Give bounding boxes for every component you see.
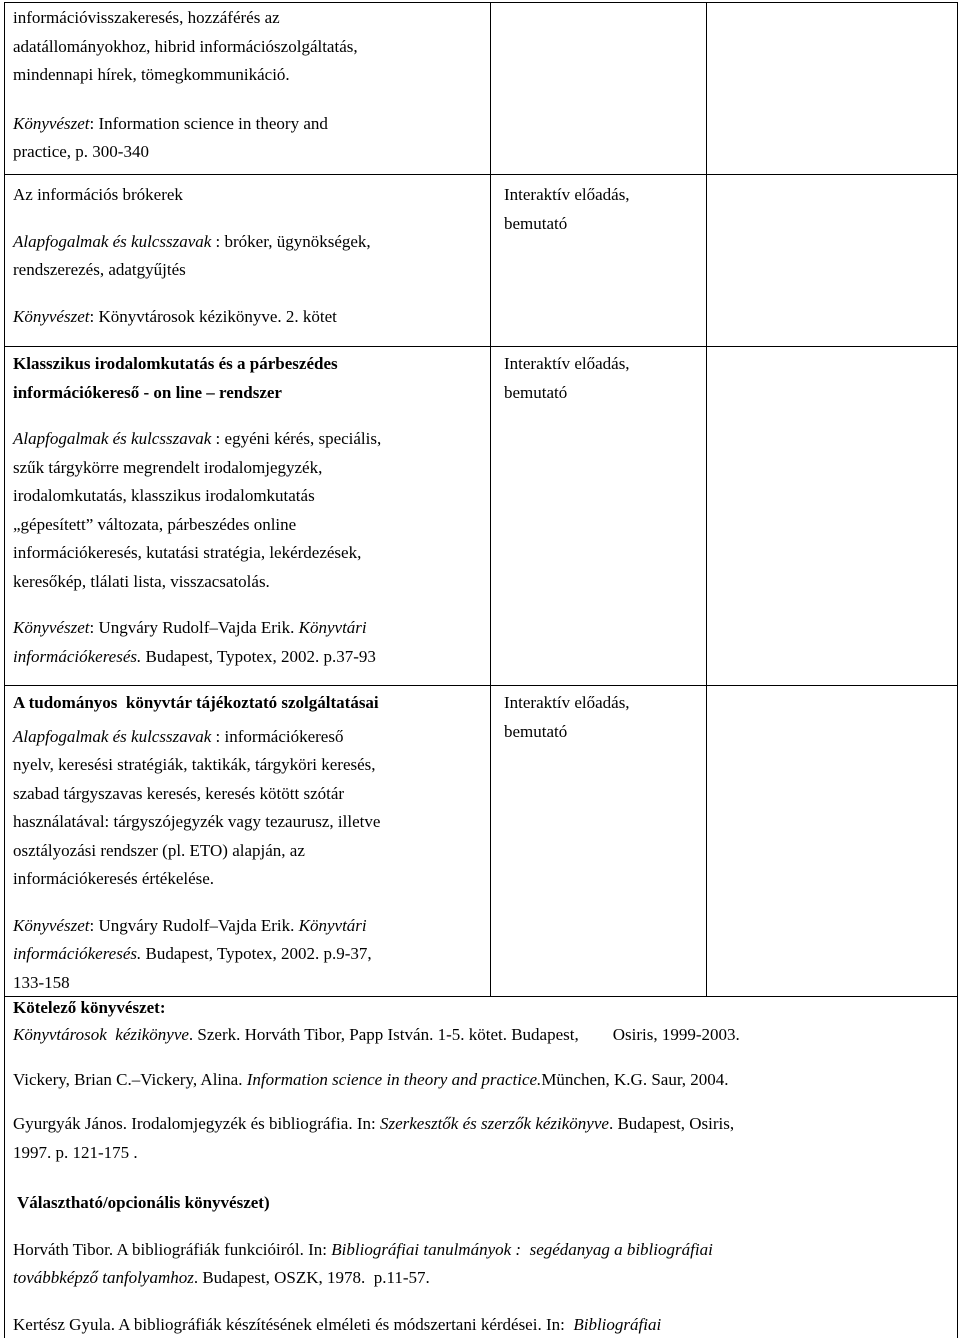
row-divider-3 <box>4 685 958 686</box>
concepts-line: rendszerezés, adatgyűjtés <box>13 260 186 279</box>
method-line: Interaktív előadás, <box>504 185 630 204</box>
concepts-label: Alapfogalmak és kulcsszavak <box>13 429 212 448</box>
concepts-line: keresőkép, tlálati lista, visszacsatolás. <box>13 571 270 591</box>
concepts-line: nyelv, keresési stratégiák, taktikák, tárgyköri keresés, <box>13 755 376 774</box>
entry-title: Bibliográfiai <box>573 1314 662 1334</box>
ref-label: Könyvészet <box>13 618 90 637</box>
text-line: adatállományokhoz, hibrid információszolgáltatás, <box>13 36 358 56</box>
optional-entry-cont <box>13 1264 953 1293</box>
method-line: Interaktív előadás, <box>504 354 630 373</box>
required-entry-cont: 1997. p. 121-175 . <box>13 1142 138 1162</box>
bibliography-reference-cont <box>13 940 488 969</box>
concepts-line: szabad tárgyszavas keresés, keresés kötött szótár <box>13 783 345 803</box>
ref-text: Budapest, Typotex, 2002. p.37-93 <box>141 646 376 666</box>
column-divider-2 <box>706 2 707 996</box>
required-entry <box>13 1110 953 1139</box>
required-heading: Kötelező könyvészet: <box>13 998 166 1017</box>
entry-text: Horváth Tibor. A bibliográfiák funkcióiról. In: <box>13 1239 332 1259</box>
concepts-line: irodalomkutatás, klasszikus irodalomkutatás <box>13 486 315 505</box>
row-3-content <box>13 350 488 671</box>
row-1-content <box>13 4 488 167</box>
concepts-label: Alapfogalmak és kulcsszavak <box>13 231 212 251</box>
row-2-content <box>13 181 488 331</box>
ref-text: : Könyvtárosok kézikönyve. 2. kötet <box>89 306 337 326</box>
table-left-border <box>4 2 5 1338</box>
ref-label: Könyvészet <box>13 915 90 935</box>
bibliography-reference <box>13 303 488 332</box>
ref-book: Könyvtári <box>298 618 367 637</box>
concepts-line <box>13 723 488 752</box>
row-4-content <box>13 689 488 997</box>
ref-book: információkeresés. <box>13 944 142 963</box>
row-divider-2 <box>4 346 958 347</box>
row-divider-1 <box>4 174 958 175</box>
ref-text: : Ungváry Rudolf–Vajda Erik. <box>89 915 299 935</box>
ref-book: információkeresés. <box>13 646 142 666</box>
entry-text: Kertész Gyula. A bibliográfiák készítésének elméleti és módszertani kérdései. In: <box>13 1314 574 1334</box>
required-entry <box>13 1021 953 1050</box>
ref-text: : Ungváry Rudolf–Vajda Erik. <box>89 618 299 637</box>
optional-entry <box>13 1236 953 1265</box>
bibliography-reference <box>13 912 488 941</box>
ref-book: Könyvtári <box>298 915 367 935</box>
column-divider-1 <box>490 2 491 996</box>
bibliography-section <box>13 995 953 1339</box>
concepts-line: információkeresés, kutatási stratégia, lekérdezések, <box>13 543 362 562</box>
topic-title: Az információs brókerek <box>13 185 183 204</box>
method-line: Interaktív előadás, <box>504 693 630 712</box>
entry-text: München, K.G. Saur, 2004. <box>541 1069 729 1089</box>
entry-title: Szerkesztők és szerzők kézikönyve <box>379 1114 609 1133</box>
topic-title: Klasszikus irodalomkutatás és a párbeszédes <box>13 354 338 373</box>
entry-text: . Szerk. Horváth Tibor, Papp István. 1-5. kötet. Budapest, Osiris, 1999-2003. <box>188 1025 740 1044</box>
concepts-label: Alapfogalmak és kulcsszavak <box>13 726 212 746</box>
row-4-method <box>504 689 704 746</box>
entry-title: Bibliográfiai tanulmányok : segédanyag a bibliográfiai <box>331 1239 713 1259</box>
concepts-text: : bróker, ügynökségek, <box>211 231 371 251</box>
optional-heading: Választható/opcionális könyvészet) <box>17 1193 270 1212</box>
entry-text: . Budapest, OSZK, 1978. p.11-57. <box>193 1268 430 1287</box>
topic-title: A tudományos könyvtár tájékoztató szolgáltatásai <box>13 693 379 712</box>
concepts-line: osztályozási rendszer (pl. ETO) alapján, az <box>13 840 305 860</box>
text-line: mindennapi hírek, tömegkommunikáció. <box>13 65 290 84</box>
bibliography-reference <box>13 614 488 643</box>
ref-text: : Information science in theory and <box>89 113 328 133</box>
entry-title: továbbképző tanfolyamhoz <box>13 1268 194 1287</box>
bibliography-reference <box>13 110 488 139</box>
entry-text: Gyurgyák János. Irodalomjegyzék és bibliográfia. In: <box>13 1114 380 1133</box>
bibliography-reference-cont: practice, p. 300-340 <box>13 142 149 161</box>
entry-title: Information science in theory and practice. <box>246 1069 542 1089</box>
concepts-line: „gépesített” változata, párbeszédes online <box>13 514 297 534</box>
ref-text: Budapest, Typotex, 2002. p.9-37, <box>141 944 372 963</box>
entry-text: Vickery, Brian C.–Vickery, Alina. <box>13 1069 247 1089</box>
bibliography-reference-cont <box>13 643 488 672</box>
required-entry <box>13 1066 953 1095</box>
optional-entry <box>13 1311 953 1340</box>
method-line: bemutató <box>504 721 568 741</box>
ref-label: Könyvészet <box>13 113 90 133</box>
text-line: információvisszakeresés, hozzáférés az <box>13 8 280 27</box>
row-3-method <box>504 350 704 407</box>
concepts-line: szűk tárgykörre megrendelt irodalomjegyzék, <box>13 457 323 477</box>
concepts-text: : egyéni kérés, speciális, <box>211 429 382 448</box>
concepts-text: : információkereső <box>211 726 344 746</box>
syllabus-page <box>4 2 958 1341</box>
concepts-line <box>13 425 488 454</box>
concepts-line <box>13 228 488 257</box>
method-line: bemutató <box>504 213 568 233</box>
method-line: bemutató <box>504 382 568 402</box>
bibliography-reference-cont: 133-158 <box>13 972 70 992</box>
table-top-border <box>4 2 958 3</box>
topic-title-cont: információkereső - on line – rendszer <box>13 382 282 402</box>
table-right-border <box>957 2 958 1338</box>
row-2-method <box>504 181 704 238</box>
concepts-line: információkeresés értékelése. <box>13 869 215 888</box>
concepts-line: használatával: tárgyszójegyzék vagy tezaurusz, illetve <box>13 812 381 831</box>
entry-title: Könyvtárosok kézikönyve <box>13 1025 189 1044</box>
ref-label: Könyvészet <box>13 306 90 326</box>
entry-text: . Budapest, Osiris, <box>608 1114 735 1133</box>
